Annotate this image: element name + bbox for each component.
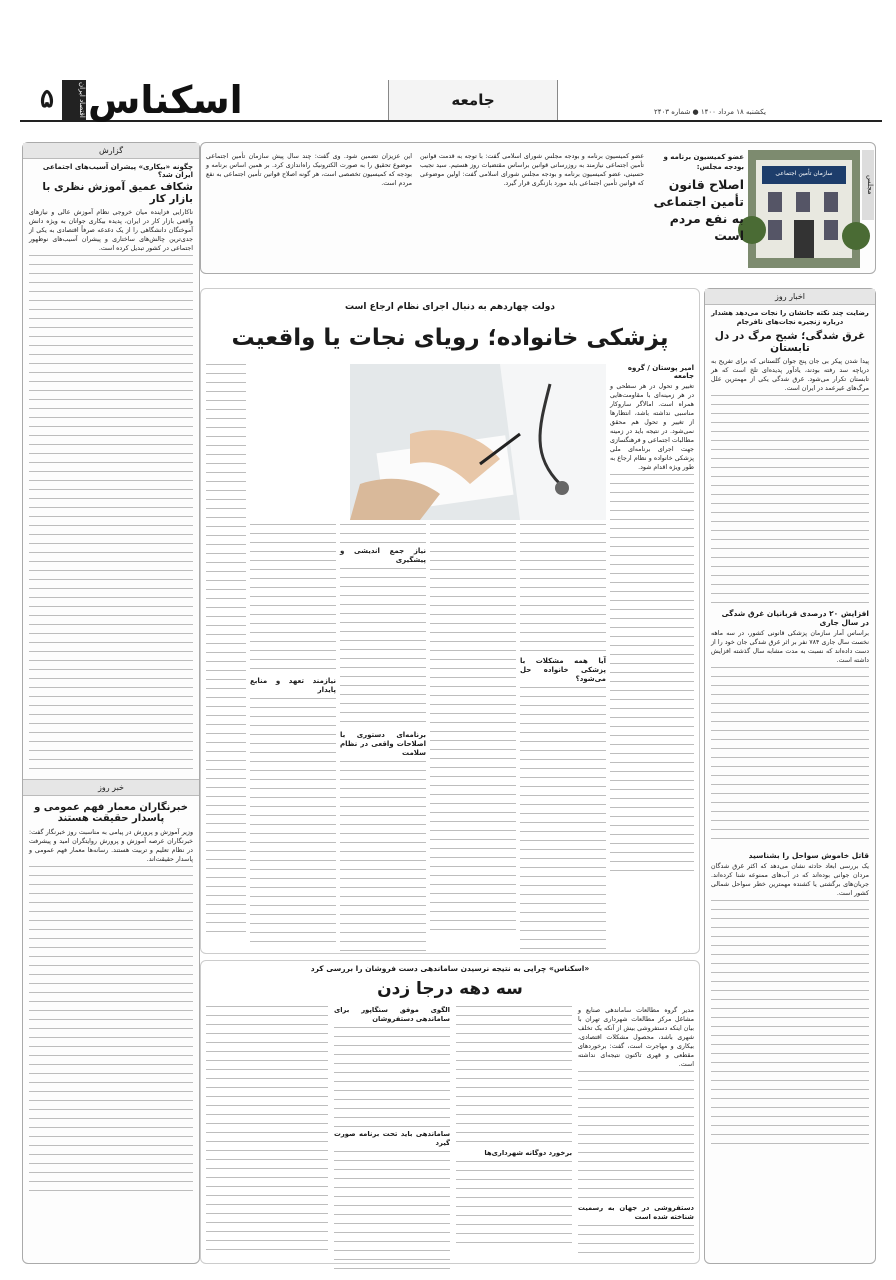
left-item1-title[interactable]: شکاف عمیق آموزش نظری با بازار کار <box>42 181 193 205</box>
main-story-col-4 <box>340 524 426 944</box>
logo-tagline: اقتصاد ایران <box>62 80 86 120</box>
top-story-title[interactable]: اصلاح قانون تأمین اجتماعی به نفع مردم است <box>653 177 744 243</box>
main-story-col-4-lines-b <box>340 568 426 728</box>
right-item1-kicker: رضایت چند نکته جانشان را نجات می‌دهد هشدار درباره زنجیره نجات‌های نافرجام <box>711 309 869 326</box>
main-story-col-2-lines-a <box>520 524 606 654</box>
newspaper-logo[interactable]: اسکناس <box>88 78 243 122</box>
main-story-title[interactable]: پزشکی خانواده؛ رویای نجات یا واقعیت <box>231 325 669 351</box>
main-story-col-5-lines-a <box>250 524 336 674</box>
main-story-photo <box>350 364 606 520</box>
main-story-body-start: تغییر و تحول در هر سطحی و در هر زمینه‌ای با مقاومت‌هایی همراه است. امالاگر ساروکار مناسبی نداشته باشد، انتظارها از تغییر و تحول هم محقق نمی‌شود. در نتیجه باید در زمینه مطالبات اجتماعی و فرهنگسازی جهت اجرای برنامه‌ای ملی پزشکی خانواده و نظام ارجاع به طور ویژه اقدام شود. <box>610 383 694 471</box>
main-story-col-3-lines <box>430 524 516 934</box>
main-story-col-4-lines-a <box>340 524 426 544</box>
main-story-col-1-text-lines <box>610 474 694 874</box>
bottom-story-title[interactable]: سه دهه درجا زدن <box>377 979 523 999</box>
top-story-lead-2: این عزیزان تضمین شود. وی گفت: چند سال پیش سازمان تأمین اجتماعی موضوع تحقیق را به صورت الکترونیک راه‌اندازی کرد. بر همین اساس برنامه و بودجه که کمیسیون تخصصی است، هر گونه اصلاح قوانین تأمین اجتماعی به نفع مردم است. <box>206 153 412 187</box>
bottom-story-overline: «اسکناس» چرایی به نتیجه نرسیدن ساماندهی دست فروشان را بررسی کرد <box>310 964 590 973</box>
top-story-photo <box>748 150 860 268</box>
left-column-head: گزارش <box>23 143 199 159</box>
right-item1-text-lines <box>711 395 869 605</box>
left-item2-head: خبر روز <box>23 779 199 796</box>
section-title: جامعه <box>388 80 558 120</box>
main-story-subhead-4: نیازمند تعهد و منابع پایدار <box>250 677 336 694</box>
bottom-story-col-3-lines-b <box>334 1151 450 1271</box>
main-story-subhead-2: نیاز جمع اندیشی و پیشگیری <box>340 547 426 564</box>
bottom-story-col-1-lines <box>578 1071 694 1201</box>
main-story-col-6 <box>206 364 246 944</box>
main-story-col-2 <box>520 524 606 944</box>
left-column-box <box>22 142 200 1264</box>
top-story-kicker: عضو کمیسیون برنامه و بودجه مجلس: <box>663 153 744 171</box>
main-story-col-1 <box>610 364 694 944</box>
bottom-story-col-4-lines <box>206 1006 328 1252</box>
left-item1-kicker: چگونه «بیکاری» پیشران آسیب‌های اجتماعی ایران شد؟ <box>42 163 193 179</box>
bottom-story-subhead-4: دستفروشی در جهان به رسمیت شناخته شده است <box>578 1204 694 1221</box>
right-item1-body: پیدا شدن پیکر بی جان پنج جوان گلستانی که برای تفریح به دریاچه سد رفته بودند، یادآور پدیده‌ای تلخ است که هر تابستان تکرار می‌شود. غرق شدگی یکی از مهمترین علل مرگ‌های غیرعمد در ایران است. <box>711 358 869 392</box>
top-story-lead-1: عضو کمیسیون برنامه و بودجه مجلس شورای اسلامی گفت: با توجه به قدمت قوانین تأمین اجتماعی نیازمند به روزرسانی قوانین براساس مقتضیات روز هستیم. سید نجیب حسینی، عضو کمیسیون برنامه و بودجه مجلس شورای اسلامی گفت: اولین موضوعی که قوانین تأمین اجتماعی باید مورد بازنگری قرار گیرد. <box>420 153 644 187</box>
left-item1-body: ناکارایی فزاینده میان خروجی نظام آموزش عالی و نیازهای واقعی بازار کار در ایران، پدیده بیکاری جوانان به ویژه دانش آموختگان دانشگاهی را از یک دغدغه صرفاً اقتصادی به یکی از جدی‌ترین چالش‌های ساختاری و پیشران آسیب‌های نوظهور اجتماعی در کشور تبدیل کرده است. <box>29 209 193 252</box>
bottom-story-subhead-2: ساماندهی باید تحت برنامه صورت گیرد <box>334 1130 450 1147</box>
page-number: ۵ <box>40 84 54 114</box>
left-item2-body: وزیر آموزش و پرورش در پیامی به مناسبت روز خبرنگار گفت: خبرنگاران عرصه آموزش و پرورش روایتگران امید و پیشرفت در نظام تعلیم و تربیت هستند. رسانه‌ها معمار فهم عمومی و پاسدار حقیقت‌اند. <box>29 829 193 863</box>
bottom-story-col-1 <box>578 1006 694 1258</box>
bottom-story-col-3 <box>334 1006 450 1258</box>
right-item3-body: یک بررسی ابعاد حادثه نشان می‌دهد که اکثر غرق شدگان مردان جوانی بوده‌اند که در آب‌های ممنوعه شنا کرده‌اند. جریان‌های برگشتی یا کشنده مهمترین خطر سواحل شمالی کشور است. <box>711 863 869 897</box>
right-column-head: اخبار روز <box>705 289 875 305</box>
bottom-story-col-4 <box>206 1006 328 1258</box>
right-item3-text-lines <box>711 900 869 1150</box>
right-item2-title: افزایش ۲۰ درصدی قربانیان غرق شدگی در سال جاری <box>721 609 869 627</box>
main-story-col-5-lines-b <box>250 698 336 948</box>
main-story-col-6-lines <box>206 364 246 934</box>
left-item1-text-lines <box>29 255 193 775</box>
bottom-story-col-1-lines-b <box>578 1225 694 1255</box>
main-story-col-5 <box>250 524 336 944</box>
bottom-story-col-2-lines-a <box>456 1006 572 1146</box>
bottom-story-subhead-3: برخورد دوگانه شهرداری‌ها <box>484 1149 572 1157</box>
bottom-story-subhead-1: الگوی موفق سنگاپور برای ساماندهی دستفروشان <box>334 1006 450 1023</box>
main-story-subhead-1: آیا همه مشکلات با پزشکی خانواده حل می‌شود؟ <box>520 657 606 683</box>
main-story-subhead-3: برنامه‌ای دستوری با اصلاحات واقعی در نظام سلامت <box>340 731 426 757</box>
right-column-box <box>704 288 876 1264</box>
top-story-side-label: مجلس <box>862 150 874 220</box>
main-story-col-3 <box>430 524 516 944</box>
right-item1-title[interactable]: غرق شدگی؛ شبح مرگ در دل تابستان <box>714 330 866 354</box>
bottom-story-col-2-lines-b <box>456 1161 572 1251</box>
main-story-byline: امیر پوستان / گروه جامعه <box>627 364 694 380</box>
doctor-writing-photo-icon <box>350 364 606 520</box>
bottom-story-body-start: مدیر گروه مطالعات ساماندهی صنایع و مشاغل مرکز مطالعات شهرداری تهران با بیان اینکه دستفروشی بیش از آنکه یک تخلف شهری باشد، محصول مشکلات اقتصادی، بیکاری و مهاجرت است، گفت: برخوردهای مقطعی و قهری تاکنون نتیجه‌ای نداشته است. <box>578 1007 694 1068</box>
right-item2-text-lines <box>711 667 869 847</box>
left-item2-title[interactable]: خبرنگاران معمار فهم عمومی و پاسدار حقیقت هستند <box>34 802 188 824</box>
main-story-col-4-lines-c <box>340 761 426 951</box>
right-item2-body: براساس آمار سازمان پزشکی قانونی کشور، در سه ماهه نخست سال جاری ۷۸۴ نفر بر اثر غرق شدگی جان خود را از دست داده‌اند که نسبت به مدت مشابه سال گذشته افزایش داشته است. <box>711 630 869 664</box>
main-story-overline: دولت چهاردهم به دنبال اجرای نظام ارجاع است <box>344 302 556 312</box>
bottom-story-col-2 <box>456 1006 572 1258</box>
building-sign: سازمان تأمین اجتماعی <box>775 170 833 177</box>
date-line: یکشنبه ۱۸ مرداد ۱۴۰۰ ● شماره ۲۴۰۳ <box>653 108 766 116</box>
top-story-headline <box>650 152 744 264</box>
bottom-story-col-3-lines-a <box>334 1027 450 1127</box>
main-story-col-2-lines-b <box>520 687 606 957</box>
right-item3-title: قاتل خاموش سواحل را بشناسید <box>748 851 869 860</box>
left-item2-text-lines <box>29 866 193 1196</box>
